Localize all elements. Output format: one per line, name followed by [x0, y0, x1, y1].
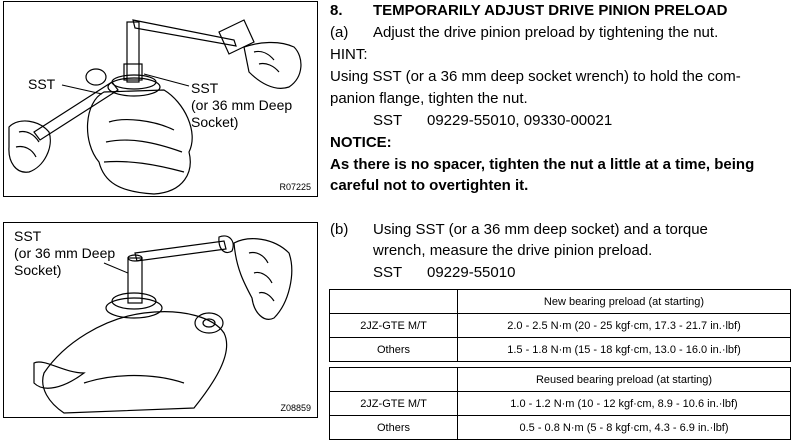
sst-numbers: 09229-55010, 09330-00021	[427, 112, 613, 129]
sst-label-b: SST	[373, 264, 403, 281]
notice-heading: NOTICE:	[330, 134, 392, 151]
figure-code: R07225	[279, 182, 311, 192]
figure-2	[3, 222, 318, 418]
preload-cell: 1.0 - 1.2 N·m (10 - 12 kgf·cm, 8.9 - 10.6 in.·lbf)	[458, 392, 791, 416]
model-cell: Others	[330, 416, 458, 440]
preload-cell: 1.5 - 1.8 N·m (15 - 18 kgf·cm, 13.0 - 16.0 in.·lbf)	[458, 338, 791, 362]
table-header-row	[330, 290, 791, 314]
sst-label-left: SST	[28, 76, 56, 92]
hint-line-2: panion flange, tighten the nut.	[330, 90, 528, 107]
new-bearing-preload-table	[329, 289, 791, 362]
figure-code: Z08859	[280, 403, 311, 413]
figure-1	[3, 1, 318, 197]
step-number: 8.	[330, 2, 343, 19]
table-header-empty	[330, 290, 458, 314]
substep-b-line-1: Using SST (or a 36 mm deep socket) and a torque	[373, 221, 708, 238]
hint-line-1: Using SST (or a 36 mm deep socket wrench) to hold the com-	[330, 68, 741, 85]
preload-cell: 2.0 - 2.5 N·m (20 - 25 kgf·cm, 17.3 - 21.7 in.·lbf)	[458, 314, 791, 338]
table-header: New bearing preload (at starting)	[458, 290, 791, 314]
hint-heading: HINT:	[330, 46, 368, 63]
sst-label: SST	[373, 112, 403, 129]
sst-label-socket: Socket)	[14, 262, 62, 278]
substep-a-text: Adjust the drive pinion preload by tightening the nut.	[373, 24, 719, 41]
table-header-empty	[330, 368, 458, 392]
reused-bearing-preload-table	[329, 367, 791, 440]
sst-label: SST	[14, 228, 42, 244]
table-row	[330, 314, 791, 338]
table-row	[330, 392, 791, 416]
notice-line-2: careful not to overtighten it.	[330, 177, 529, 194]
sst-label-right-alt: (or 36 mm Deep	[191, 97, 293, 113]
substep-a-marker: (a)	[330, 24, 349, 41]
model-cell: 2JZ-GTE M/T	[330, 314, 458, 338]
model-cell: 2JZ-GTE M/T	[330, 392, 458, 416]
sst-number-b: 09229-55010	[427, 264, 516, 281]
table-header: Reused bearing preload (at starting)	[458, 368, 791, 392]
substep-b-marker: (b)	[330, 221, 349, 238]
step-title: TEMPORARILY ADJUST DRIVE PINION PRELOAD	[373, 2, 728, 19]
sst-label-right-socket: Socket)	[191, 114, 239, 130]
preload-cell: 0.5 - 0.8 N·m (5 - 8 kgf·cm, 4.3 - 6.9 in.·lbf)	[458, 416, 791, 440]
table-row	[330, 416, 791, 440]
substep-b-line-2: wrench, measure the drive pinion preload.	[373, 242, 653, 259]
table-header-row	[330, 368, 791, 392]
sst-label-alt: (or 36 mm Deep	[14, 245, 116, 261]
model-cell: Others	[330, 338, 458, 362]
sst-label-right: SST	[191, 80, 219, 96]
table-row	[330, 338, 791, 362]
notice-line-1: As there is no spacer, tighten the nut a little at a time, being	[330, 156, 755, 173]
